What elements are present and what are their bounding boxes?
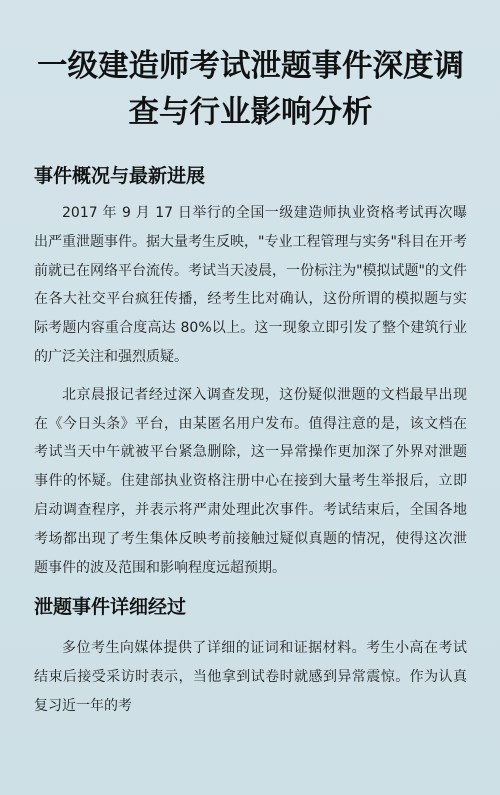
- paragraph-overview-2: 北京晨报记者经过深入调查发现，这份疑似泄题的文档最早出现在《今日头条》平台，由某匿名用户发布。值得注意的是，该文档在考试当天中午就被平台紧急删除，这一异常操作更加深了外界对泄题事件的怀疑。住建部执业资格注册中心在接到大量考生举报后，立即启动调查程序，并表示将严肃处理此次事件。考试结束后，全国各地考场都出现了考生集体反映考前接触过疑似真题的情况，使得这次泄题事件的波及范围和影响程度远超预期。: [34, 386, 467, 576]
- section-heading-details: 泄题事件详细经过: [34, 596, 187, 619]
- section-heading-overview: 事件概况与最新进展: [34, 165, 206, 187]
- paragraph-details-1: 多位考生向媒体提供了详细的证词和证据材料。考生小高在考试结束后接受采访时表示，当他拿到试卷时就感到异常震惊。作为认真复习近一年的考: [34, 640, 467, 714]
- paragraph-overview-1: 2017 年 9 月 17 日举行的全国一级建造师执业资格考试再次曝出严重泄题事件。据大量考生反映，"专业工程管理与实务"科目在开考前就已在网络平台流传。考试当天凌晨，一份标注为"模拟试题"的文件在各大社交平台疯狂传播，经考生比对确认，这份所谓的模拟题与实际考题内容重合度高达 80%以上。这一现象立即引发了整个建筑行业的广泛关注和强烈质疑。: [34, 205, 467, 365]
- document-title: 一级建造师考试泄题事件深度调查与行业影响分析: [37, 49, 464, 130]
